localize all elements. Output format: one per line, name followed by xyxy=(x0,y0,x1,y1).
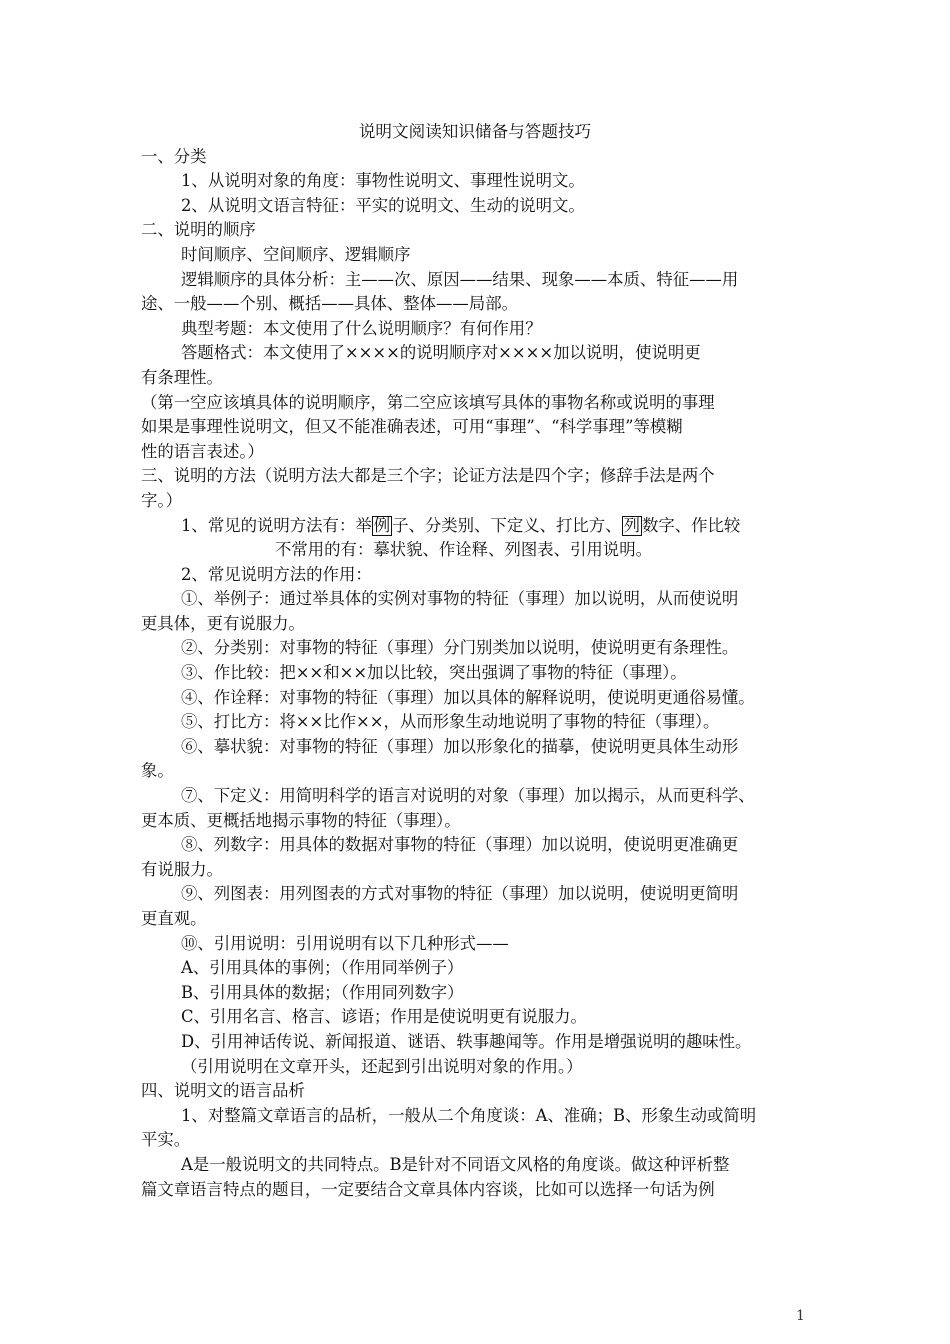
function-numbers-line-2: 有说服力。 xyxy=(141,859,223,879)
method-functions-heading: 2、常见说明方法的作用： xyxy=(181,564,372,584)
common-methods xyxy=(141,514,809,539)
language-paragraph-2-line-2: 篇文章语言特点的题目，一定要结合文章具体内容谈，比如可以选择一句话为例 xyxy=(141,1179,715,1199)
language-paragraph-2-line-1: A是一般说明文的共同特点。B是针对不同语文风格的角度谈。做这种评析整 xyxy=(181,1154,730,1174)
quotation-note: （引用说明在文章开头，还起到引出说明对象的作用。） xyxy=(181,1056,583,1076)
function-classification: ②、分类别：对事物的特征（事理）分门别类加以说明，使说明更有条理性。 xyxy=(181,638,739,658)
function-quotation: ⑩、引用说明：引用说明有以下几种形式—— xyxy=(181,933,509,953)
uncommon-methods: 不常用的有：摹状貌、作诠释、列图表、引用说明。 xyxy=(275,540,652,560)
common-methods-prefix: 1、常见的说明方法有：举 xyxy=(181,515,372,535)
order-types: 时间顺序、空间顺序、逻辑顺序 xyxy=(181,244,411,264)
quotation-type-c: C、引用名言、格言、谚语；作用是使说明更有说服力。 xyxy=(181,1007,587,1027)
common-methods-suffix: 数字、作比较 xyxy=(641,515,741,535)
section-heading-methods-line-2: 字。） xyxy=(141,490,182,510)
language-paragraph-1-line-1: 1、对整篇文章语言的品析，一般从二个角度谈：A、准确；B、形象生动或简明 xyxy=(181,1105,757,1125)
section-heading-methods-line-1: 三、说明的方法（说明方法大都是三个字；论证方法是四个字；修辞手法是两个 xyxy=(141,466,715,486)
function-description-line-1: ⑥、摹状貌：对事物的特征（事理）加以形象化的描摹，使说明更具体生动形 xyxy=(181,736,739,756)
function-example-line-2: 更具体，更有说服力。 xyxy=(141,613,305,633)
function-example-line-1: ①、举例子：通过举具体的实例对事物的特征（事理）加以说明，从而使说明 xyxy=(181,589,739,609)
quotation-type-d: D、引用神话传说、新闻报道、谜语、轶事趣闻等。作用是增强说明的趣味性。 xyxy=(181,1031,752,1051)
logic-order-line-1: 逻辑顺序的具体分析：主——次、原因——结果、现象——本质、特征——用 xyxy=(181,269,739,289)
classification-item-2: 2、从说明文语言特征：平实的说明文、生动的说明文。 xyxy=(181,195,585,215)
logic-order-line-2: 途、一般——个别、概括——具体、整体——局部。 xyxy=(141,294,518,314)
order-note-line-1: （第一空应该填具体的说明顺序，第二空应该填写具体的事物名称或说明的事理 xyxy=(141,392,715,412)
answer-format-line-2: 有条理性。 xyxy=(141,367,223,387)
order-note-line-3: 性的语言表述。） xyxy=(141,441,264,461)
answer-format-line-1: 答题格式：本文使用了××××的说明顺序对××××加以说明，使说明更 xyxy=(181,343,701,363)
typical-question: 典型考题：本文使用了什么说明顺序？有何作用？ xyxy=(181,318,542,338)
function-description-line-2: 象。 xyxy=(141,761,174,781)
section-heading-language: 四、说明文的语言品析 xyxy=(141,1081,305,1101)
boxed-char-1: 例 xyxy=(373,515,391,535)
function-comparison: ③、作比较：把××和××加以比较，突出强调了事物的特征（事理）。 xyxy=(181,663,687,683)
common-methods-middle: 子、分类别、下定义、打比方、 xyxy=(392,515,622,535)
boxed-char-2: 列 xyxy=(623,515,640,535)
function-charts-line-2: 更直观。 xyxy=(141,909,207,928)
page-number: 1 xyxy=(796,1308,805,1324)
function-explanation: ④、作诠释：对事物的特征（事理）加以具体的解释说明，使说明更通俗易懂。 xyxy=(181,687,755,707)
section-heading-order: 二、说明的顺序 xyxy=(141,220,256,240)
function-definition-line-1: ⑦、下定义：用简明科学的语言对说明的对象（事理）加以揭示，从而更科学、 xyxy=(181,786,755,806)
quotation-type-b: B、引用具体的数据；（作用同列数字） xyxy=(181,982,464,1002)
language-paragraph-1-line-2: 平实。 xyxy=(141,1130,191,1150)
document-body xyxy=(141,120,809,1202)
section-heading-classification: 一、分类 xyxy=(141,146,207,166)
classification-item-1: 1、从说明对象的角度：事物性说明文、事理性说明文。 xyxy=(181,171,585,191)
function-analogy: ⑤、打比方：将××比作××，从而形象生动地说明了事物的特征（事理）。 xyxy=(181,712,720,732)
document-title: 说明文阅读知识储备与答题技巧 xyxy=(358,122,592,141)
function-charts-line-1: ⑨、列图表：用列图表的方式对事物的特征（事理）加以说明，使说明更简明 xyxy=(181,884,739,904)
order-note-line-2: 如果是事理性说明文，但又不能准确表述，可用“事理”、“科学事理”等模糊 xyxy=(141,417,683,437)
function-numbers-line-1: ⑧、列数字：用具体的数据对事物的特征（事理）加以说明，使说明更准确更 xyxy=(181,835,739,855)
quotation-type-a: A、引用具体的事例；（作用同举例子） xyxy=(181,958,464,978)
function-definition-line-2: 更本质、更概括地揭示事物的特征（事理）。 xyxy=(141,810,461,830)
